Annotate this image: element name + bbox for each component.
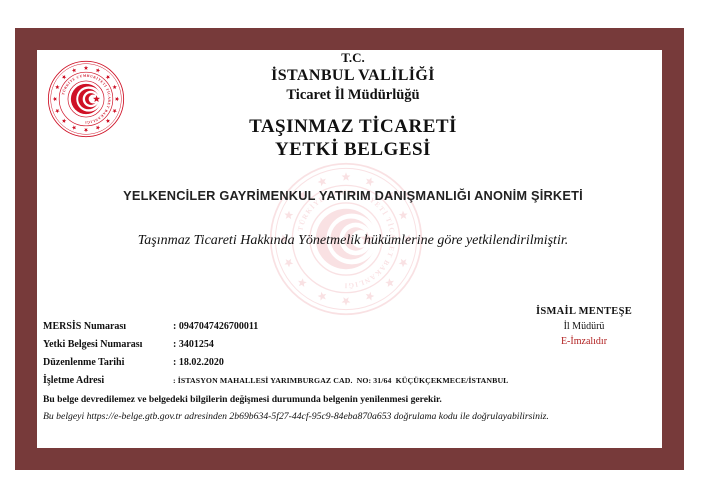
header-department: Ticaret İl Müdürlüğü (286, 87, 420, 103)
field-row-belge-no (43, 340, 643, 350)
field-label: İşletme Adresi (43, 375, 105, 386)
field-label: Düzenlenme Tarihi (43, 357, 125, 368)
header-tc: T.C. (341, 50, 365, 65)
field-value: : 18.02.2020 (173, 357, 224, 368)
header-authority: İSTANBUL VALİLİĞİ (271, 67, 435, 84)
field-label: MERSİS Numarası (43, 321, 127, 332)
esignature-note: E-İmzalıdır (560, 335, 608, 347)
field-value: : 3401254 (173, 339, 214, 350)
field-value: : 0947047426700011 (173, 321, 259, 332)
field-row-adres (43, 376, 643, 386)
signatory-title: İl Müdürü (563, 321, 605, 333)
company-name: YELKENCİLER GAYRİMENKUL YATIRIM DANIŞMANLIĞI ANONİM ŞİRKETİ (123, 188, 583, 203)
verification-note: Bu belgeyi https://e-belge.gtb.gov.tr adresinden 2b69b634-5f27-44cf-95c9-84eba870a653 doğrulama kodu ile doğrulayabilirsiniz. (43, 411, 549, 422)
field-row-tarih (43, 358, 643, 368)
signatory-name: İSMAİL MENTEŞE (535, 306, 633, 317)
authorization-statement: Taşınmaz Ticareti Hakkında Yönetmelik hükümlerine göre yetkilendirilmiştir. (137, 233, 569, 248)
non-transfer-note: Bu belge devredilemez ve belgedeki bilgilerin değişmesi durumunda belgenin yenilenmesi gerekir. (43, 394, 442, 405)
field-label: Yetki Belgesi Numarası (43, 339, 143, 350)
field-value: : İSTASYON MAHALLESİ YARIMBURGAZ CAD. NO: 31/64 KÜÇÜKÇEKMECE/İSTANBUL (173, 376, 509, 385)
field-row-mersis (43, 322, 643, 332)
document-title-line2: YETKİ BELGESİ (275, 139, 431, 160)
document-title-line1: TAŞINMAZ TİCARETİ (249, 116, 457, 137)
